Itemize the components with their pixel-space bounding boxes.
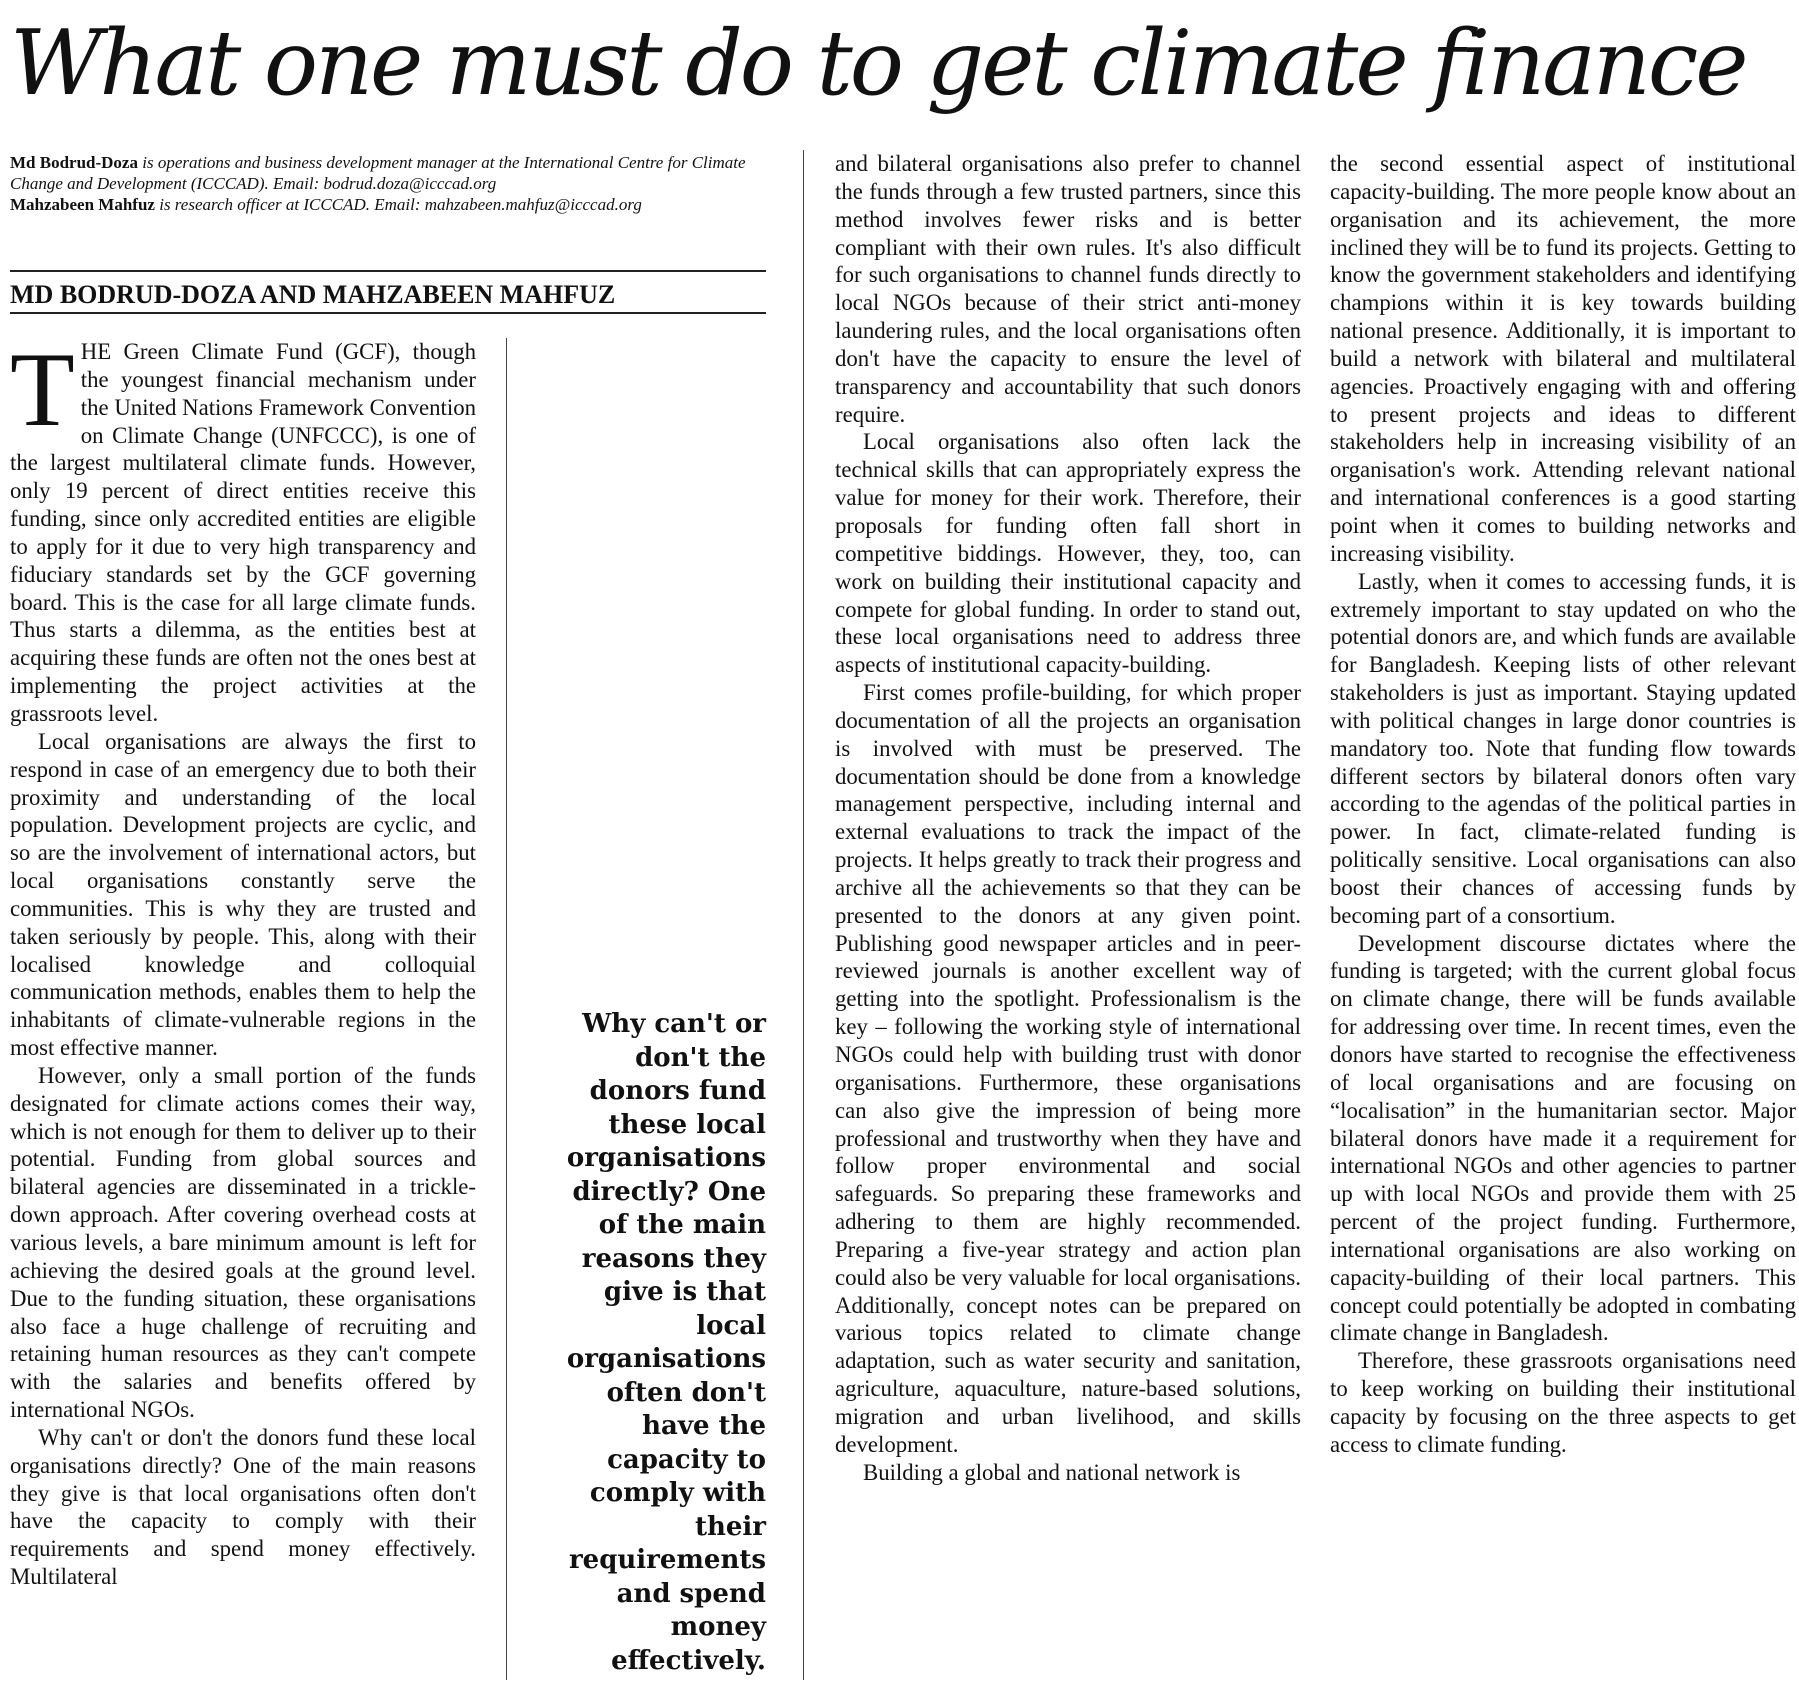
pull-quote: Why can't or don't the donors fund these local organisations directly? One of the main reasons they give is that local organisations often don't have the capacity to comply with their requirements and spend money effectively. xyxy=(566,1009,766,1676)
article-paragraph: Local organisations also often lack the technical skills that can appropriately express the value for money for their work. Therefore, their proposals for funding often fall short in competitive biddings. However, they, too, can work on building their institutional capacity and compete for global funding. In order to stand out, these local organisations need to address three aspects of institutional capacity-building. xyxy=(835,429,1301,678)
byline-top-rule xyxy=(10,270,766,272)
article-paragraph: First comes profile-building, for which proper documentation of all the projects an organisation is involved with must be preserved. The documentation should be done from a knowledge management perspective, including internal and external evaluations to track the impact of the projects. It helps greatly to track their progress and archive all the achievements so that they can be presented to the donors at any given point. Publishing good newspaper articles and in peer-reviewed journals is another excellent way of getting into the spotlight. Professionalism is the key – following the working style of international NGOs could help with building trust with donor organisations. Furthermore, these organisations can also give the impression of being more professional and trustworthy when they have and follow proper environmental and social safeguards. So preparing these frameworks and adhering to them are highly recommended. Preparing a five-year strategy and action plan could also be very valuable for local organisations. Additionally, concept notes can be prepared on various topics related to climate change adaptation, such as water security and sanitation, agriculture, aquaculture, nature-based solutions, migration and urban livelihood, and skills development. xyxy=(835,680,1301,1457)
article-paragraph: the second essential aspect of institutional capacity-building. The more people know about an organisation and its achievement, the more inclined they will be to fund its projects. Getting to know the government stakeholders and identifying champions within it is key towards building national presence. Additionally, it is important to build a network with bilateral and multilateral agencies. Proactively engaging with and offering to present projects and ideas to different stakeholders help in increasing visibility of an organisation's work. Attending relevant national and international conferences is a good starting point when it comes to building networks and increasing visibility. xyxy=(1330,151,1796,566)
article-paragraph: Building a global and national network is xyxy=(863,1459,1241,1485)
byline-bottom-rule xyxy=(10,312,766,314)
paragraph-text: HE Green Climate Fund (GCF), though the youngest financial mechanism under the United Nations Framework Convention on Climate Change (UNFCCC), is one of the largest multilateral climate funds. However, only 19 percent of direct entities receive this funding, since only accredited entities are eligible to apply for it due to very high transparency and fiduciary standards set by the GCF governing board. This is the case for all large climate funds. Thus starts a dilemma, as the entities best at acquiring these funds are often not the ones best at implementing the project activities at the grassroots level. xyxy=(10,339,476,726)
column-divider xyxy=(803,150,804,1680)
article-paragraph xyxy=(10,338,476,728)
article-column-4 xyxy=(1330,150,1796,1680)
drop-cap: T xyxy=(10,338,75,448)
article-paragraph: Development discourse dictates where the funding is targeted; with the current global focus on climate change, there will be funds available for addressing over time. In recent times, even the donors have started to recognise the effectiveness of local organisations and are focusing on “localisation” in the humanitarian sector. Major bilateral donors have made it a requirement for international NGOs and other agencies to partner up with local NGOs and provide them with 25 percent of the project funding. Furthermore, international organisations are also working on capacity-building of their local partners. This concept could potentially be adopted in combating climate change in Bangladesh. xyxy=(1330,930,1796,1346)
article-paragraph: Why can't or don't the donors fund these local organisations directly? One of the main reasons they give is that local organisations often don't have the capacity to comply with their requirements and spend money effectively. Multilateral xyxy=(10,1424,476,1590)
author-bio xyxy=(10,152,770,215)
author1-description: is operations and business development manager at the International Centre for Climate Change and Development (ICCCAD). Email: bodrud.doza@icccad.org xyxy=(10,153,746,193)
article-column-1 xyxy=(10,338,476,1678)
headline: What one must do to get climate finance xyxy=(10,11,1746,116)
column-divider xyxy=(506,338,507,1680)
article-paragraph: Lastly, when it comes to accessing funds, it is extremely important to stay updated on who the potential donors are, and which funds are available for Bangladesh. Keeping lists of other relevant stakeholders is just as important. Staying updated with political changes in large donor countries is mandatory too. Note that funding flow towards different sectors by bilateral donors often vary according to the agendas of the political parties in power. In fact, climate-related funding is politically sensitive. Local organisations can also boost their chances of accessing funds by becoming part of a consortium. xyxy=(1330,568,1796,928)
article-paragraph: and bilateral organisations also prefer to channel the funds through a few trusted partners, since this method involves fewer risks and is better compliant with their own rules. It's also difficult for such organisations to channel funds directly to local NGOs because of their strict anti-money laundering rules, and the local organisations often don't have the capacity to ensure the level of transparency and accountability that such donors require. xyxy=(835,151,1301,427)
author2-name: Mahzabeen Mahfuz xyxy=(10,195,155,214)
article-paragraph: However, only a small portion of the funds designated for climate actions comes their way, which is not enough for them to deliver up to their potential. Funding from global sources and bilateral agencies are disseminated in a trickle-down approach. After covering overhead costs at various levels, a bare minimum amount is left for achieving the desired goals at the ground level. Due to the funding situation, these organisations also face a huge challenge of recruiting and retaining human resources as they can't compete with the salaries and benefits offered by international NGOs. xyxy=(10,1062,476,1423)
article-paragraph: Therefore, these grassroots organisations need to keep working on building their institutional capacity by focusing on the three aspects to get access to climate funding. xyxy=(1330,1348,1796,1457)
author2-description: is research officer at ICCCAD. Email: mahzabeen.mahfuz@icccad.org xyxy=(154,195,642,214)
author1-name: Md Bodrud-Doza xyxy=(10,153,138,172)
byline: MD BODRUD-DOZA AND MAHZABEEN MAHFUZ xyxy=(10,280,616,309)
article-column-3 xyxy=(835,150,1301,1680)
article-paragraph: Local organisations are always the first to respond in case of an emergency due to both their proximity and understanding of the local population. Development projects are cyclic, and so are the involvement of international actors, but local organisations constantly serve the communities. This is why they are trusted and taken seriously by people. This, along with their localised knowledge and colloquial communication methods, enables them to help the inhabitants of climate-vulnerable regions in the most effective manner. xyxy=(10,728,476,1061)
